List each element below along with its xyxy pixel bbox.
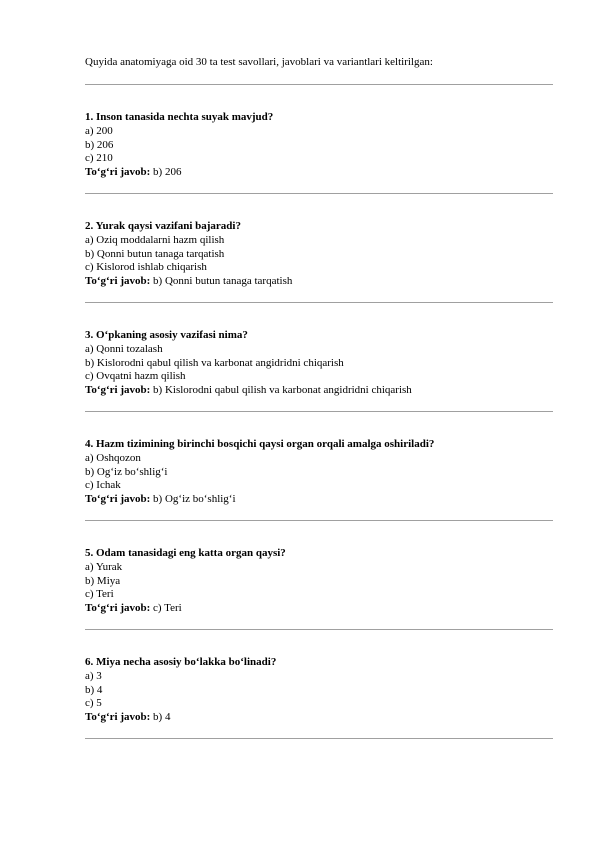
correct-answer: [85, 275, 553, 289]
question-3: [85, 329, 553, 412]
option-a: a) Qonni tozalash: [85, 342, 163, 355]
answer-value: b) Kislorodni qabul qilish va karbonat angidridni chiqarish: [153, 384, 412, 397]
answer-label: To‘g‘ri javob:: [85, 711, 151, 724]
question-title: 5. Odam tanasidagi eng katta organ qaysi?: [85, 546, 286, 559]
answer-label: To‘g‘ri javob:: [85, 602, 151, 615]
option-b: b) 4: [85, 683, 103, 696]
option-c: c) Teri: [85, 588, 114, 601]
question-2: [85, 220, 553, 303]
answer-value: b) Qonni butun tanaga tarqatish: [153, 275, 293, 288]
answer-label: To‘g‘ri javob:: [85, 493, 151, 506]
answer-value: b) 4: [153, 711, 171, 724]
answer-value: c) Teri: [153, 602, 182, 615]
correct-answer: [85, 493, 553, 507]
option-c: c) Ichak: [85, 479, 121, 492]
option-a: a) Oshqozon: [85, 451, 141, 464]
option-c: c) Ovqatni hazm qilish: [85, 370, 186, 383]
question-4: [85, 438, 553, 521]
question-title: 3. O‘pkaning asosiy vazifasi nima?: [85, 328, 248, 341]
correct-answer: [85, 166, 553, 180]
question-title: 2. Yurak qaysi vazifani bajaradi?: [85, 219, 241, 232]
option-b: b) Og‘iz bo‘shlig‘i: [85, 465, 168, 478]
divider: [85, 84, 553, 85]
question-5: [85, 547, 553, 630]
correct-answer: [85, 384, 553, 398]
option-b: b) Kislorodni qabul qilish va karbonat angidridni chiqarish: [85, 356, 344, 369]
answer-value: b) 206: [153, 166, 182, 179]
option-a: a) 3: [85, 669, 102, 682]
divider: [85, 629, 553, 630]
correct-answer: [85, 602, 553, 616]
option-c: c) 210: [85, 152, 113, 165]
question-title: 1. Inson tanasida nechta suyak mavjud?: [85, 111, 274, 123]
correct-answer: [85, 711, 553, 725]
question-1: [85, 111, 553, 194]
divider: [85, 411, 553, 412]
question-6: [85, 656, 553, 739]
option-a: a) 200: [85, 124, 113, 137]
option-a: a) Yurak: [85, 560, 123, 573]
option-b: b) 206: [85, 138, 114, 151]
answer-label: To‘g‘ri javob:: [85, 384, 151, 397]
divider: [85, 193, 553, 194]
divider: [85, 302, 553, 303]
option-b: b) Qonni butun tanaga tarqatish: [85, 247, 225, 260]
divider: [85, 738, 553, 739]
option-c: c) 5: [85, 697, 102, 710]
option-c: c) Kislorod ishlab chiqarish: [85, 261, 207, 274]
question-title: 6. Miya necha asosiy bo‘lakka bo‘linadi?: [85, 655, 277, 668]
answer-label: To‘g‘ri javob:: [85, 166, 151, 179]
divider: [85, 520, 553, 521]
intro-text: Quyida anatomiyaga oid 30 ta test savollari, javoblari va variantlari keltirilgan:: [85, 56, 433, 68]
option-a: a) Oziq moddalarni hazm qilish: [85, 233, 225, 246]
answer-value: b) Og‘iz bo‘shlig‘i: [153, 493, 236, 506]
question-title: 4. Hazm tizimining birinchi bosqichi qaysi organ orqali amalga oshiriladi?: [85, 437, 435, 450]
option-b: b) Miya: [85, 574, 121, 587]
answer-label: To‘g‘ri javob:: [85, 275, 151, 288]
document-page: [85, 56, 553, 739]
